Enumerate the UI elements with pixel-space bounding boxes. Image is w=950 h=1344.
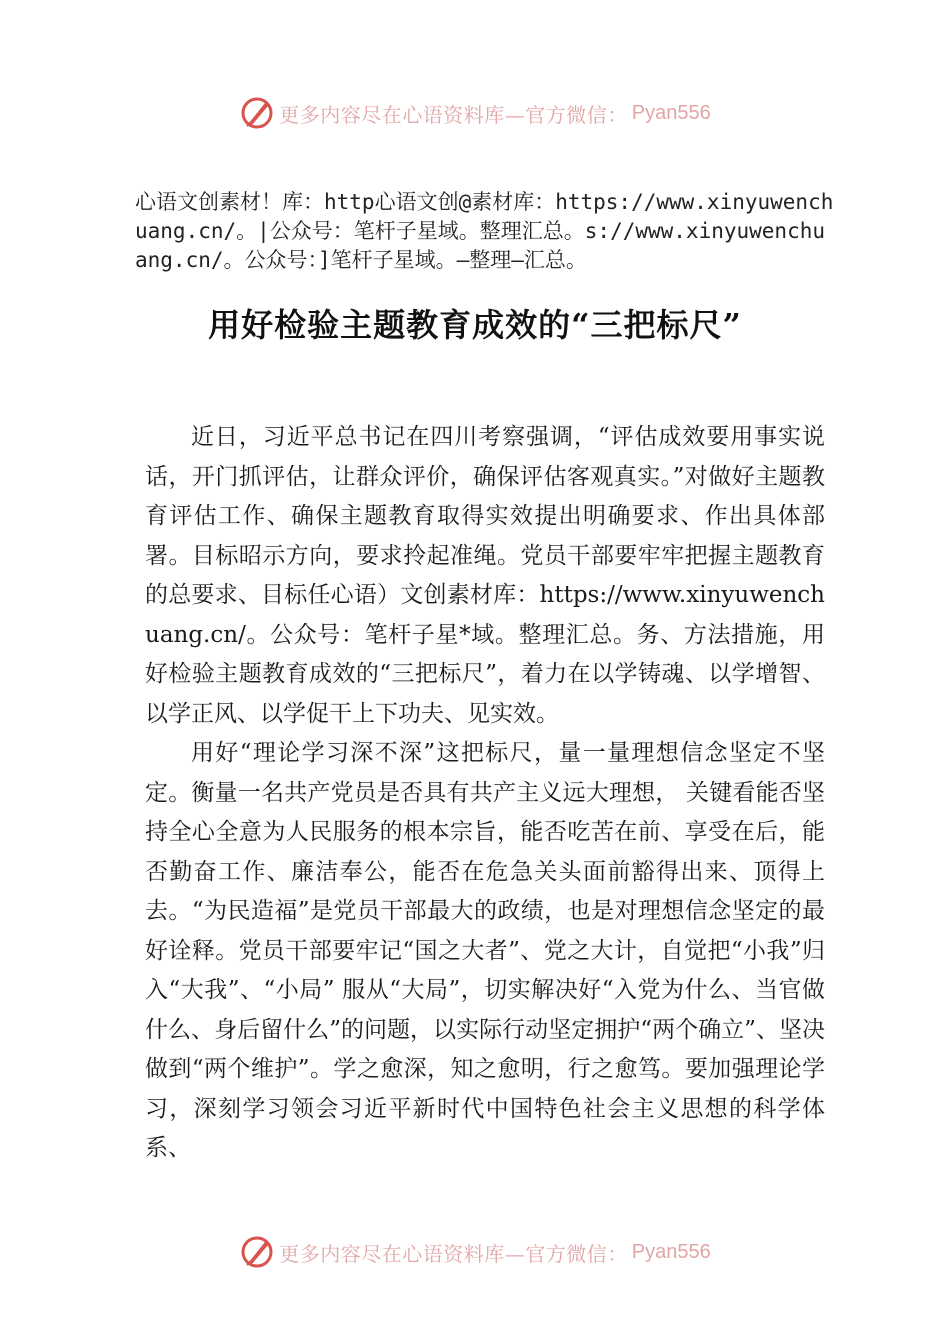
quill-logo-icon [239,95,275,131]
article-body [145,418,825,1169]
header-banner [0,93,950,133]
article-title: 用好检验主题教育成效的“三把标尺” [208,306,742,344]
paragraph: 近日，习近平总书记在四川考察强调，“评估成效要用事实说话，开门抓评估，让群众评价，确保评估客观真实。”对做好主题教育评估工作、确保主题教育取得实效提出明确要求、作出具体部署。目标昭示方向，要求拎起准绳。党员干部要牢牢把握主题教育的总要求、目标任心语）文创素材库：https://www.xinyuwenchuang.cn/。公众号：笔杆子星*域。整理汇总。务、方法措施，用好检验主题教育成效的“三把标尺”，着力在以学铸魂、以学增智、以学正风、以学促干上下功夫、见实效。 [145,424,825,727]
footer-banner-text: 更多内容尽在心语资料库—官方微信： [279,1241,628,1266]
header-banner-text: 更多内容尽在心语资料库—官方微信： [279,102,628,127]
footer-wechat-id: Pyan556 [631,1240,711,1263]
header-wechat-id: Pyan556 [631,101,711,124]
footer-banner [0,1232,950,1272]
paragraph: 用好“理论学习深不深”这把标尺，量一量理想信念坚定不坚定。衡量一名共产党员是否具有共产主义远大理想， 关键看能否坚持全心全意为人民服务的根本宗旨，能否吃苦在前、享受在后，能否勤奋工作、廉洁奉公，能否在危急关头面前豁得出来、顶得上去。“为民造福”是党员干部最大的政绩，也是对理想信念坚定的最好诠释。党员干部要牢记“国之大者”、党之大计，自觉把“小我”归入“大我”、“小局” 服从“大局”，切实解决好“入党为什么、当官做什么、身后留什么”的问题，以实际行动坚定拥护“两个确立”、坚决做到“两个维护”。学之愈深，知之愈明，行之愈笃。要加强理论学习，深刻学习领会习近平新时代中国特色社会主义思想的科学体系、 [145,740,825,1161]
watermark-text: 心语文创素材！库：http心语文创@素材库：https://www.xinyuwenchuang.cn/。|公众号：笔杆子星域。整理汇总。s://www.xinyuwenchuang.cn/。公众号：]笔杆子星域。—整理—汇总。 [135,190,834,272]
quill-logo-icon [239,1234,275,1270]
